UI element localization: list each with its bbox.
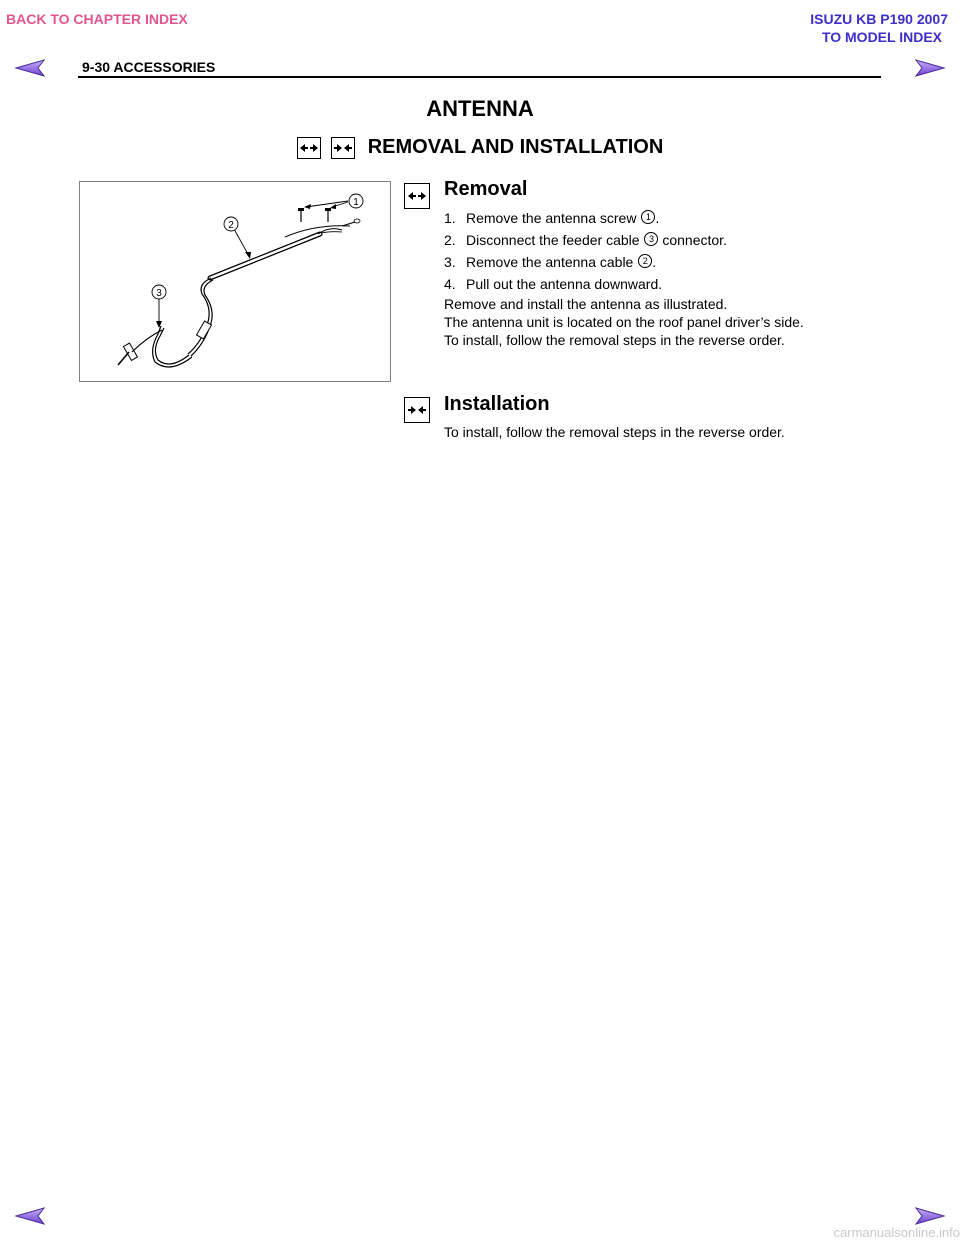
- model-title-link[interactable]: ISUZU KB P190 2007: [810, 11, 948, 27]
- removal-step-1: 1. Remove the antenna screw 1 .: [444, 210, 660, 226]
- callout-1: 1: [353, 197, 359, 208]
- prev-page-arrow-icon[interactable]: [14, 58, 48, 78]
- to-model-index-link[interactable]: TO MODEL INDEX: [821, 29, 942, 45]
- watermark: carmanualsonline.info: [833, 1225, 960, 1240]
- removal-step-3: 3. Remove the antenna cable 2 .: [444, 254, 657, 270]
- installation-text: To install, follow the removal steps in the reverse order.: [444, 424, 785, 440]
- installation-symbol-icon: [331, 137, 355, 159]
- callout-2: 2: [228, 220, 234, 231]
- next-page-bottom-arrow-icon[interactable]: [912, 1206, 946, 1226]
- removal-heading: Removal: [444, 178, 528, 200]
- ref-callout-2: 2: [638, 254, 652, 268]
- callout-3: 3: [156, 288, 162, 299]
- removal-note-1: Remove and install the antenna as illustrated.: [444, 296, 728, 312]
- installation-heading: Installation: [444, 393, 550, 415]
- page-title: ANTENNA: [426, 96, 534, 121]
- header-rule: [78, 76, 881, 78]
- back-to-chapter-index-link[interactable]: BACK TO CHAPTER INDEX: [6, 11, 188, 27]
- removal-steps: [444, 207, 904, 349]
- installation-section-icon: [404, 397, 430, 423]
- removal-step-2: 2. Disconnect the feeder cable 3 connector.: [444, 232, 727, 248]
- ref-callout-3: 3: [644, 232, 658, 246]
- section-heading-row: [0, 136, 960, 159]
- ref-callout-1: 1: [641, 210, 655, 224]
- section-subtitle: REMOVAL AND INSTALLATION: [367, 136, 664, 158]
- next-page-arrow-icon[interactable]: [912, 58, 946, 78]
- prev-page-bottom-arrow-icon[interactable]: [14, 1206, 48, 1226]
- page-label: 9-30 ACCESSORIES: [82, 59, 216, 75]
- removal-note-3: To install, follow the removal steps in the reverse order.: [444, 332, 785, 348]
- removal-note-2: The antenna unit is located on the roof panel driver’s side.: [444, 314, 804, 330]
- removal-symbol-icon: [297, 137, 321, 159]
- removal-section-icon: [404, 183, 430, 209]
- removal-step-4: 4. Pull out the antenna downward.: [444, 276, 663, 292]
- antenna-illustration: [79, 181, 391, 382]
